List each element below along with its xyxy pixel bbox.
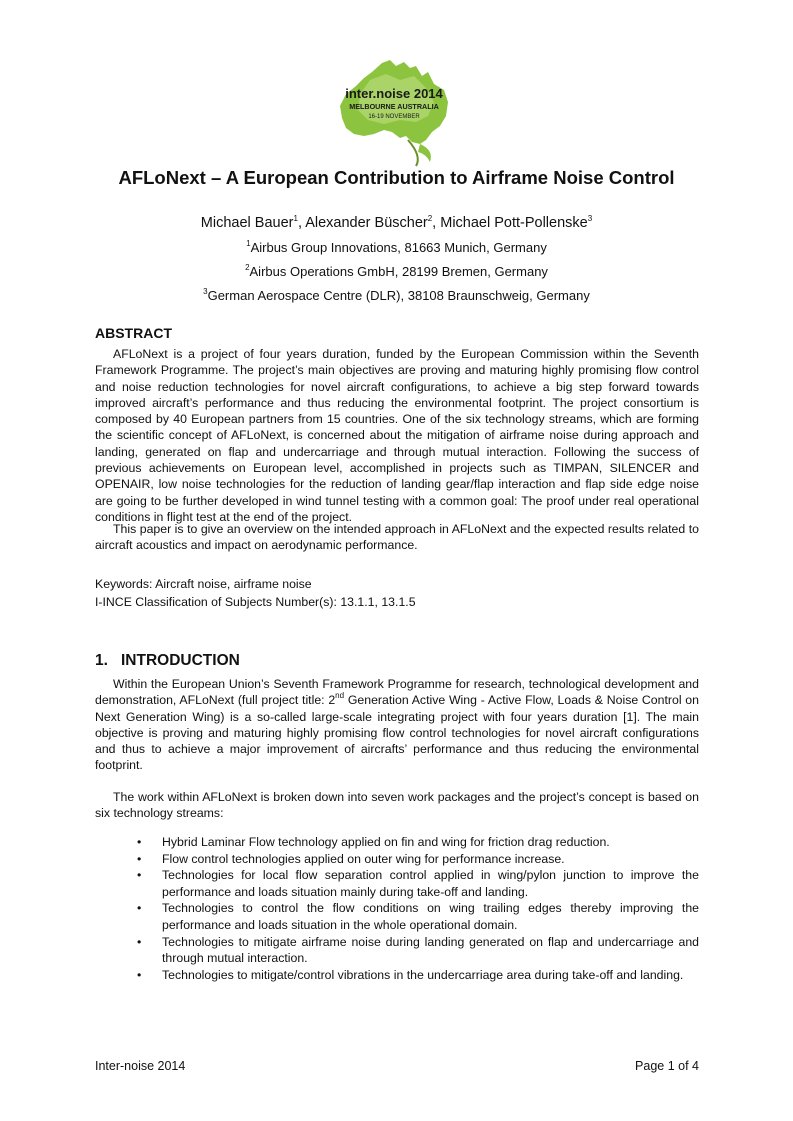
- logo-location: MELBOURNE AUSTRALIA: [349, 102, 439, 111]
- author-superscript: 2: [427, 214, 433, 223]
- list-item: [95, 867, 699, 900]
- abstract-heading: ABSTRACT: [95, 325, 172, 341]
- paper-title: AFLoNext – A European Contribution to Airframe Noise Control: [118, 167, 675, 188]
- footer-page-number: Page 1 of 4: [635, 1059, 699, 1073]
- abstract-paragraph: [95, 346, 699, 525]
- bullet-icon: •: [137, 868, 142, 883]
- bullet-icon: •: [137, 851, 142, 866]
- list-item-text: Technologies for local flow separation control applied in wing/pylon junction to improve the performance and loads situation mainly during take-off and landing.: [162, 868, 699, 899]
- bullet-icon: •: [137, 835, 142, 849]
- list-item-text: Hybrid Laminar Flow technology applied on fin and wing for friction drag reduction.: [162, 835, 610, 849]
- section-heading: [95, 652, 240, 670]
- list-item: [95, 900, 699, 933]
- author-separator: ,: [297, 215, 306, 231]
- author-name: Alexander Büscher: [305, 215, 428, 231]
- australia-map-icon: [330, 58, 460, 168]
- keywords: Keywords: Aircraft noise, airframe noise: [95, 577, 312, 591]
- list-item-text: Technologies to mitigate/control vibrations in the undercarriage area during take-off and landing.: [162, 967, 684, 982]
- intro-paragraph: [95, 789, 699, 822]
- affiliation-superscript: 3: [203, 287, 208, 296]
- affiliation-text: Airbus Group Innovations, 81663 Munich, Germany: [250, 240, 547, 255]
- affiliation-superscript: 2: [245, 263, 250, 272]
- author-name: Michael Bauer: [200, 215, 294, 231]
- list-item-text: Technologies to control the flow conditions on wing trailing edges thereby improving the performance and loads situation in the whole operational domain.: [162, 901, 699, 932]
- list-item: [95, 851, 699, 868]
- technology-streams-list: [95, 834, 699, 983]
- author-separator: ,: [432, 215, 441, 231]
- author-name: Michael Pott-Pollenske: [440, 215, 588, 231]
- footer-conference: Inter-noise 2014: [95, 1059, 186, 1073]
- list-item: [95, 834, 699, 851]
- author-superscript: 3: [587, 214, 593, 223]
- list-item-text: Flow control technologies applied on outer wing for performance increase.: [162, 851, 565, 866]
- author-superscript: 1: [293, 214, 298, 223]
- author-list: [0, 215, 793, 231]
- intro-text: Within the European Union’s Seventh Framework Programme for research, technological development and demonstration, AFLoNext (full project title: 2: [95, 677, 699, 708]
- affiliation-text: Airbus Operations GmbH, 28199 Bremen, Germany: [249, 264, 548, 279]
- intro-superscript: nd: [335, 691, 345, 701]
- list-item-text: Technologies to mitigate airframe noise during landing generated on flap and undercarriage and through mutual interaction.: [162, 934, 699, 966]
- abstract-paragraph: [95, 521, 699, 554]
- list-item: [95, 967, 699, 984]
- affiliation: [0, 288, 793, 303]
- affiliation: [0, 264, 793, 279]
- section-title: INTRODUCTION: [121, 652, 240, 669]
- list-item: [95, 934, 699, 967]
- abstract-text: AFLoNext is a project of four years duration, funded by the European Commission within the Seventh Framework Programme. The project’s main objectives are proving and maturing highly promising flow control and noise reduction technologies for novel aircraft configurations, to achieve a big step forward towards improved aircraft’s performance and thus reducing the environmental footprint. The project consortium is composed by 40 European partners from 15 countries. One of the six technology streams, which are forming the scientific concept of AFLoNext, is concerned about the mitigation of airframe noise during approach and landing, generated on flap and undercarriage and through mutual interaction. Following the success of previous achievements on European level, accomplished in projects such as TIMPAN, SILENCER and OPENAIR, low noise technologies for the reduction of landing gear/flap interaction and flap side edge noise are going to be further developed in wind tunnel testing with a common goal: The proof under real operational conditions in flight test at the end of the project.: [95, 347, 699, 524]
- intro-text: The work within AFLoNext is broken down into seven work packages and the project’s concept is based on six technology streams:: [95, 790, 699, 821]
- abstract-text: This paper is to give an overview on the intended approach in AFLoNext and the expected results related to aircraft acoustics and impact on aerodynamic performance.: [95, 522, 699, 553]
- bullet-icon: •: [137, 967, 142, 982]
- intro-text: Generation Active Wing - Active Flow, Loads & Noise Control on Next Generation Wing) is a so-called large-scale integrating project with four years duration [1]. The main objective is proving and maturing highly promising flow control technologies for novel aircraft configurations and thus to achieve a major improvement of aircrafts’ performance and thus reducing the environmental footprint.: [95, 693, 699, 773]
- intro-paragraph: [95, 676, 699, 774]
- classification: I-INCE Classification of Subjects Number(s): 13.1.1, 13.1.5: [95, 595, 416, 609]
- logo-title: inter.noise 2014: [345, 86, 443, 101]
- section-number: 1.: [95, 652, 108, 669]
- affiliation: [0, 240, 793, 255]
- affiliation-text: German Aerospace Centre (DLR), 38108 Braunschweig, Germany: [207, 288, 590, 303]
- logo-dates: 16-19 NOVEMBER: [368, 114, 420, 120]
- affiliation-superscript: 1: [246, 239, 251, 248]
- conference-logo: [330, 58, 460, 168]
- bullet-icon: •: [137, 901, 142, 916]
- bullet-icon: •: [137, 934, 142, 949]
